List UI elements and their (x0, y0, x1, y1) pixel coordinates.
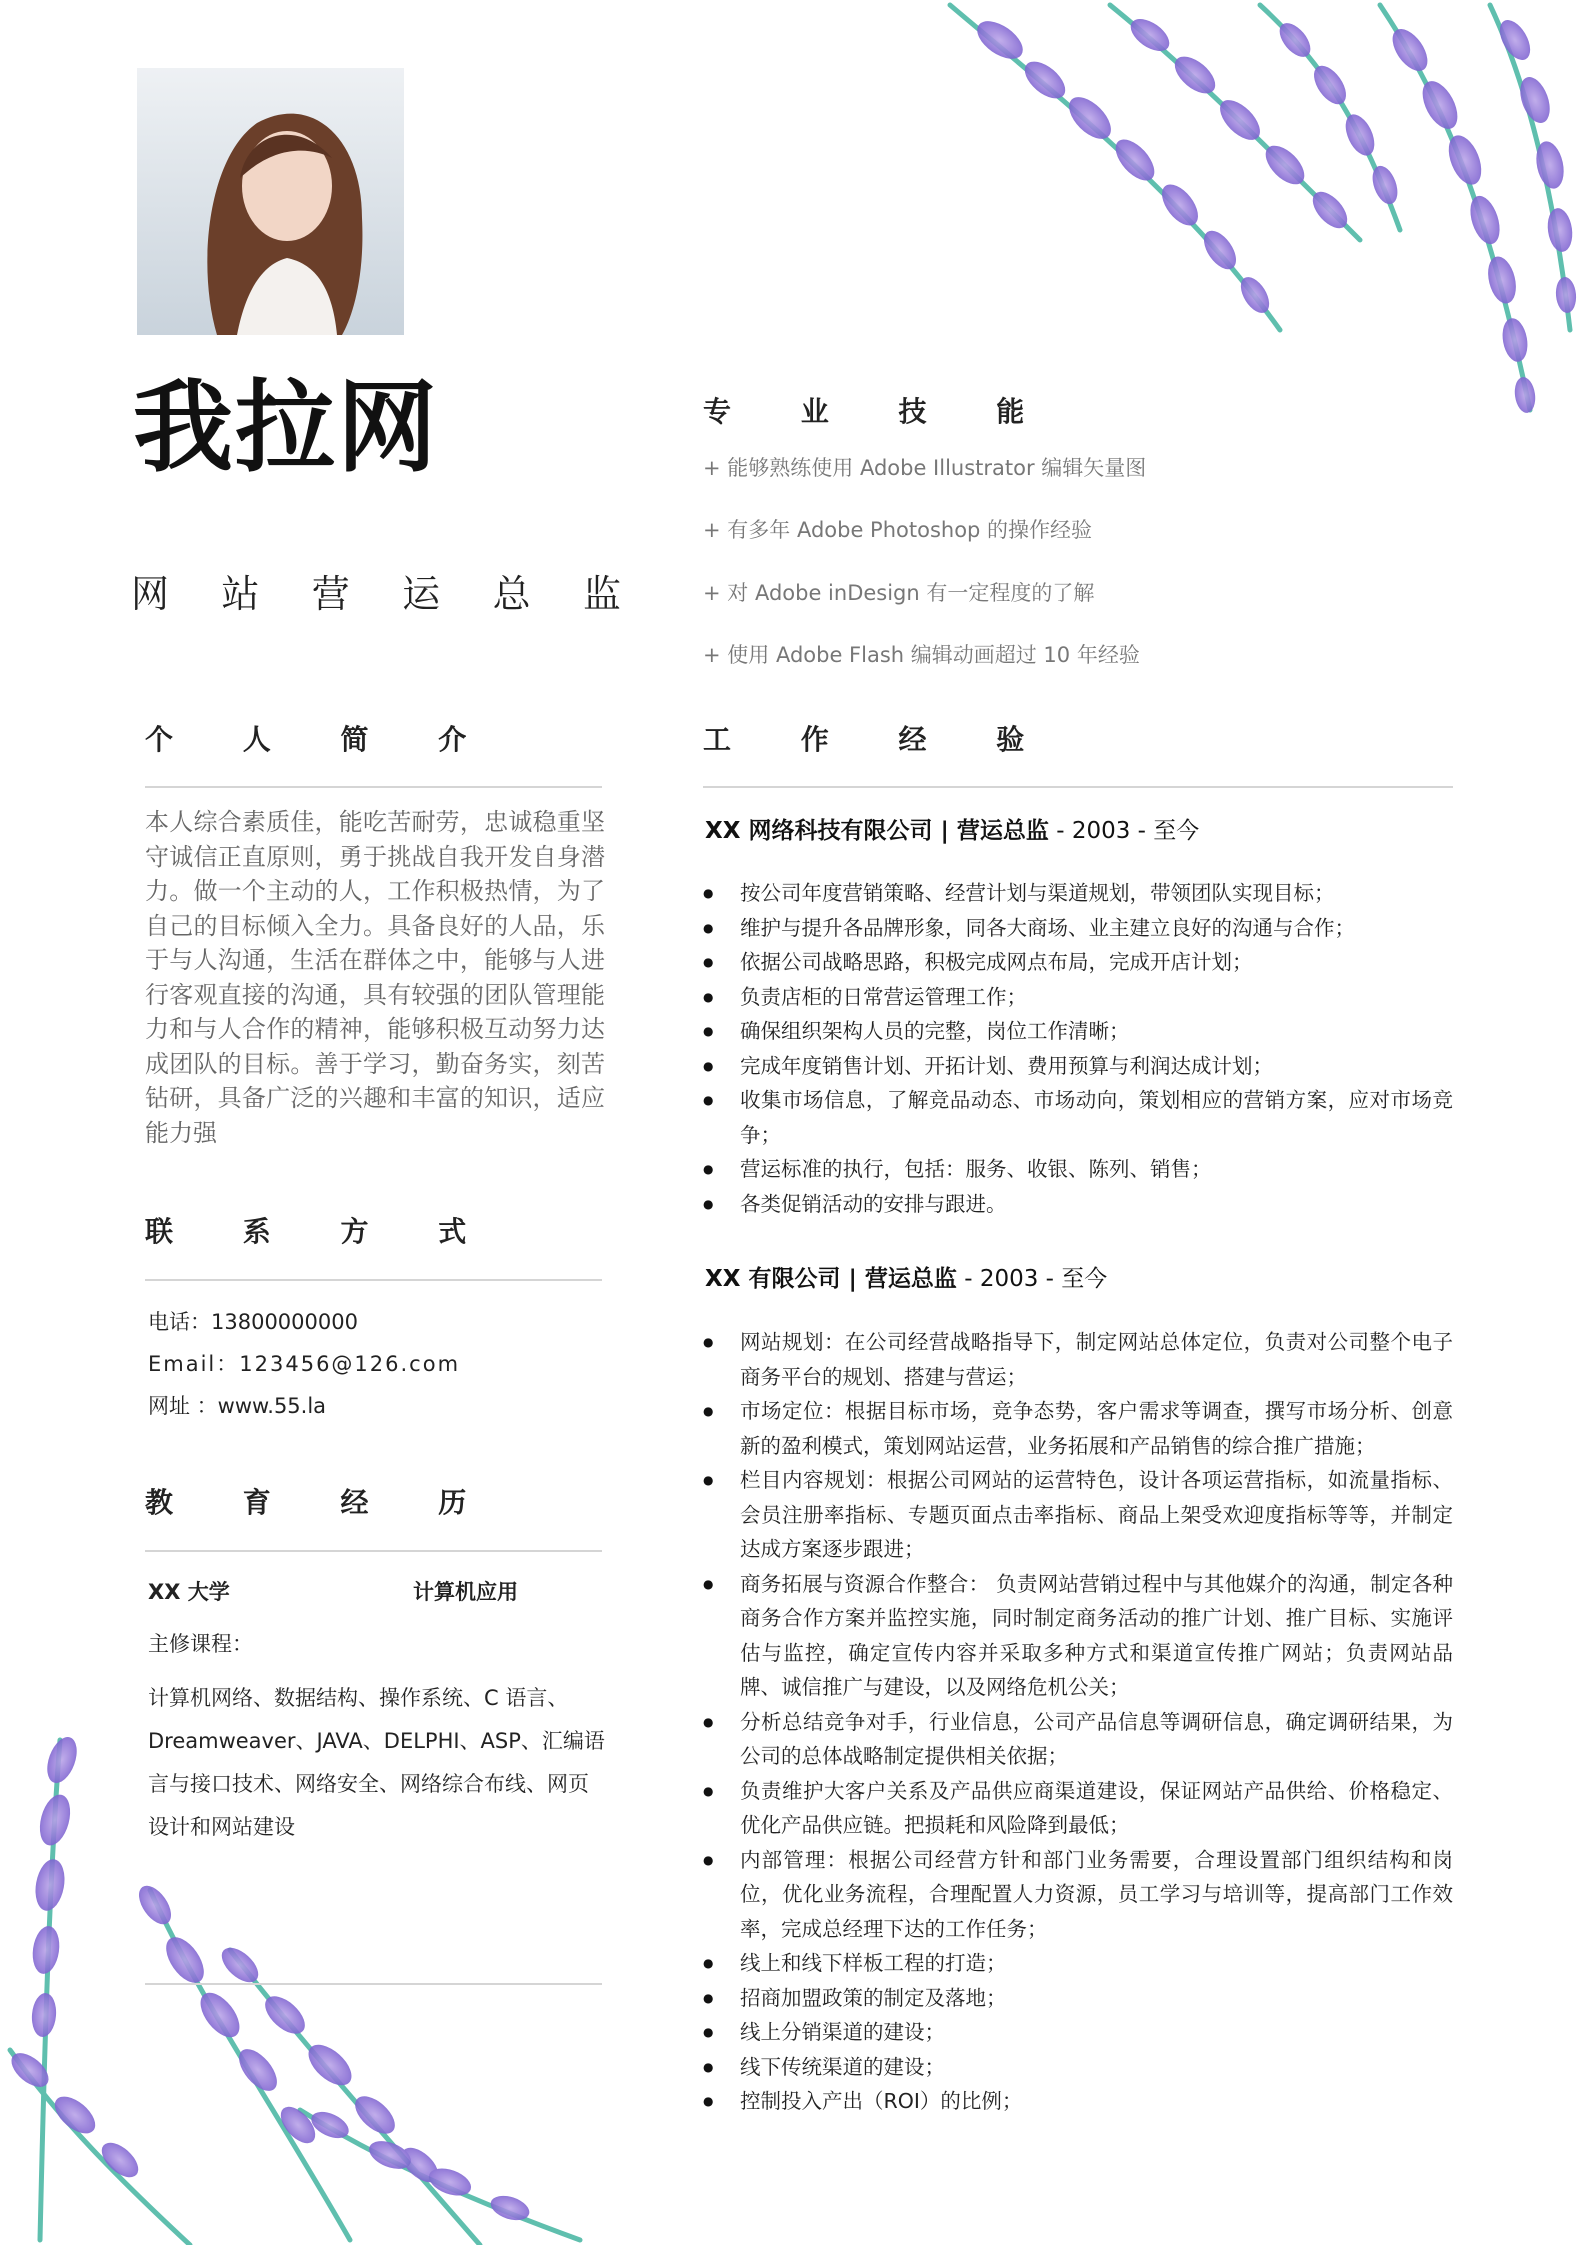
job-title-char: 站 (221, 572, 260, 616)
job-position: 营运总监 (956, 818, 1049, 844)
divider (145, 786, 602, 788)
list-item: ● 控制投入产出（ROI）的比例； (703, 2084, 1453, 2119)
contact-website: 网址 ：www.55.la (148, 1394, 327, 1418)
skill-item: + 对 Adobe inDesign 有一定程度的了解 (703, 581, 1095, 605)
list-item: ● 线上分销渠道的建设； (703, 2015, 1453, 2050)
job-title-char: 总 (492, 572, 531, 616)
education-courses: 计算机网络、数据结构、操作系统、C 语言、Dreamweaver、JAVA、DELPHI、ASP、汇编语言与接口技术、网络安全、网络综合布线、网页设计和网站建设 (148, 1686, 605, 1839)
education-major: 计算机应用 (413, 1580, 518, 1604)
section-title-education: 教 育 经 历 (145, 1486, 497, 1519)
list-item: ● 负责维护大客户关系及产品供应商渠道建设，保证网站产品供给、价格稳定、优化产品供应链。把损耗和风险降到最低； (703, 1774, 1453, 1843)
intro-text: 本人综合素质佳，能吃苦耐劳，忠诚稳重坚守诚信正直原则，勇于挑战自我开发自身潜力。做一个主动的人，工作积极热情，为了自己的目标倾入全力。具备良好的人品，乐于与人沟通，生活在群体之中，能够与人进行客观直接的沟通，具有较强的团队管理能力和与人合作的精神，能够积极互动努力达成团队的目标。善于学习，勤奋务实，刻苦钻研，具备广泛的兴趣和丰富的知识，适应能力强 (145, 808, 605, 1147)
list-item: ● 栏目内容规划：根据公司网站的运营特色，设计各项运营指标，如流量指标、会员注册率指标、专题页面点击率指标、商品上架受欢迎度指标等等，并制定达成方案逐步跟进； (703, 1463, 1453, 1567)
profile-photo (137, 68, 404, 335)
list-item: ● 网站规划：在公司经营战略指导下，制定网站总体定位，负责对公司整个电子商务平台的规划、搭建与营运； (703, 1325, 1453, 1394)
skill-item: + 使用 Adobe Flash 编辑动画超过 10 年经验 (703, 643, 1140, 667)
list-item: ● 内部管理：根据公司经营方针和部门业务需要，合理设置部门组织结构和岗位，优化业务流程，合理配置人力资源，员工学习与培训等，提高部门工作效率，完成总经理下达的工作任务； (703, 1843, 1453, 1947)
job-separator: | (840, 1266, 865, 1292)
list-item: ● 完成年度销售计划、开拓计划、费用预算与利润达成计划； (703, 1049, 1453, 1084)
job-duties-list (703, 1325, 1453, 2119)
candidate-name: 我拉网 (133, 369, 439, 486)
lavender-top-right-decoration (930, 0, 1587, 440)
contact-email: Email：123456@126.com (148, 1352, 461, 1376)
job-heading (705, 812, 1199, 845)
list-item: ● 收集市场信息，了解竞品动态、市场动向，策划相应的营销方案，应对市场竞争； (703, 1083, 1453, 1152)
job-title-char: 营 (311, 572, 350, 616)
job-period: - 2003 - 至今 (956, 1266, 1108, 1292)
list-item: ● 确保组织架构人员的完整，岗位工作清晰； (703, 1014, 1453, 1049)
list-item: ● 负责店柜的日常营运管理工作； (703, 980, 1453, 1015)
job-heading (705, 1260, 1107, 1293)
education-school: XX 大学 (148, 1580, 230, 1604)
list-item: ● 营运标准的执行，包括：服务、收银、陈列、销售； (703, 1152, 1453, 1187)
job-company: XX 有限公司 (705, 1266, 841, 1292)
contact-phone: 电话：13800000000 (148, 1310, 358, 1334)
list-item: ● 商务拓展与资源合作整合： 负责网站营销过程中与其他媒介的沟通，制定各种商务合作方案并监控实施，同时制定商务活动的推广计划、推广目标、实施评估与监控，确定宣传内容并采取多种方式和渠道宣传推广网站；负责网站品牌、诚信推广与建设，以及网络危机公关； (703, 1567, 1453, 1705)
list-item: ● 按公司年度营销策略、经营计划与渠道规划，带领团队实现目标； (703, 876, 1453, 911)
job-separator: | (932, 818, 957, 844)
list-item: ● 维护与提升各品牌形象，同各大商场、业主建立良好的沟通与合作； (703, 911, 1453, 946)
job-duties-list (703, 876, 1453, 1221)
list-item: ● 招商加盟政策的制定及落地； (703, 1981, 1453, 2016)
divider (145, 1279, 602, 1281)
job-company: XX 网络科技有限公司 (705, 818, 933, 844)
list-item: ● 依据公司战略思路，积极完成网点布局，完成开店计划； (703, 945, 1453, 980)
job-title-char: 运 (402, 572, 441, 616)
job-title (131, 563, 621, 618)
section-title-intro: 个 人 简 介 (145, 723, 497, 756)
section-title-skills: 专 业 技 能 (703, 395, 1055, 428)
section-title-contact: 联 系 方 式 (145, 1215, 497, 1248)
skill-item: + 有多年 Adobe Photoshop 的操作经验 (703, 518, 1093, 542)
divider (145, 1550, 602, 1552)
list-item: ● 市场定位：根据目标市场，竞争态势，客户需求等调查，撰写市场分析、创意新的盈利模式，策划网站运营，业务拓展和产品销售的综合推广措施； (703, 1394, 1453, 1463)
list-item: ● 各类促销活动的安排与跟进。 (703, 1187, 1453, 1222)
skill-item: + 能够熟练使用 Adobe Illustrator 编辑矢量图 (703, 456, 1147, 480)
list-item: ● 线上和线下样板工程的打造； (703, 1946, 1453, 1981)
job-title-char: 监 (582, 572, 621, 616)
section-title-experience: 工 作 经 验 (703, 723, 1055, 756)
list-item: ● 分析总结竞争对手，行业信息，公司产品信息等调研信息，确定调研结果，为公司的总体战略制定提供相关依据； (703, 1705, 1453, 1774)
list-item: ● 线下传统渠道的建设； (703, 2050, 1453, 2085)
job-position: 营运总监 (864, 1266, 957, 1292)
divider (703, 786, 1453, 788)
divider (145, 1983, 602, 1985)
education-courses-label: 主修课程： (148, 1632, 253, 1656)
job-period: - 2003 - 至今 (1048, 818, 1200, 844)
job-title-char: 网 (131, 572, 170, 616)
